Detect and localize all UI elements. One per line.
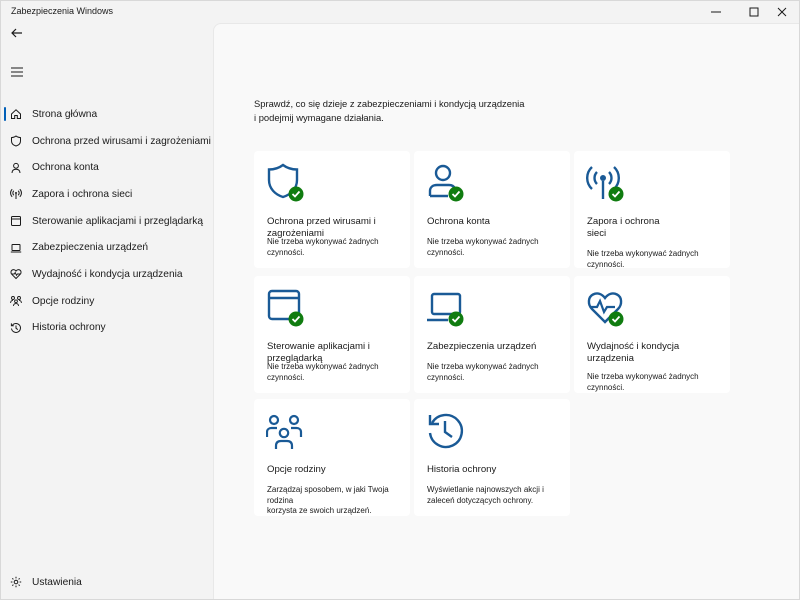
tile-status: Nie trzeba wykonywać żadnych czynności. — [427, 237, 539, 257]
tile-account-protection[interactable] — [414, 151, 570, 268]
laptop-icon — [9, 241, 23, 255]
tile-virus-protection[interactable] — [254, 151, 410, 268]
tile-description — [267, 485, 417, 517]
hamburger-icon — [10, 66, 24, 78]
sidebar-item-label: Ochrona konta — [32, 162, 99, 174]
sidebar-item-label: Strona główna — [32, 108, 98, 120]
tile-title-line: Zapora i ochrona — [587, 216, 660, 227]
sidebar-item-label: Wydajność i kondycja urządzenia — [32, 268, 183, 280]
tile-title — [427, 341, 577, 353]
sidebar-item-firewall[interactable] — [1, 181, 213, 208]
arrow-left-icon — [11, 27, 23, 39]
tile-title-line: Ochrona przed wirusami i zagrożeniami — [267, 216, 376, 239]
tile-title-line: Opcje rodziny — [267, 464, 326, 475]
minimize-icon — [711, 7, 721, 17]
sidebar-item-label: Opcje rodziny — [32, 295, 95, 307]
sidebar-item-label: Zabezpieczenia urządzeń — [32, 242, 149, 254]
gear-icon — [9, 575, 23, 589]
tile-description-line: zaleceń dotyczących ochrony. — [427, 495, 534, 505]
tile-status: Nie trzeba wykonywać żadnych czynności. — [267, 362, 379, 382]
tile-title-line: Wydajność i kondycja — [587, 341, 680, 352]
tile-title-line: Ochrona konta — [427, 216, 490, 227]
tile-title-line: Zabezpieczenia urządzeń — [427, 341, 537, 352]
menu-button[interactable] — [7, 63, 27, 81]
sidebar-item-label: Zapora i ochrona sieci — [32, 188, 133, 200]
tile-status: Nie trzeba wykonywać żadnych czynności. — [427, 362, 539, 382]
tile-description-line: Zarządzaj sposobem, w jaki Twoja rodzina — [267, 485, 389, 505]
sidebar-item-performance[interactable] — [1, 261, 213, 288]
app-browser-icon — [9, 214, 23, 228]
sidebar-item-home[interactable] — [1, 101, 213, 128]
tile-description-line: Wyświetlanie najnowszych akcji i — [427, 485, 544, 494]
settings-label: Ustawienia — [32, 576, 82, 588]
back-button[interactable] — [7, 24, 27, 42]
title-bar — [1, 1, 799, 23]
wifi-antenna-icon — [9, 187, 23, 201]
antenna-check-icon — [586, 163, 630, 203]
tile-protection-history[interactable] — [414, 399, 570, 516]
sidebar-item-family[interactable] — [1, 288, 213, 315]
sidebar-nav — [1, 101, 213, 341]
tile-status: Nie trzeba wykonywać żadnych czynności. — [587, 249, 699, 269]
page-intro — [254, 97, 554, 124]
tile-app-browser-control[interactable] — [254, 276, 410, 393]
sidebar-item-device-security[interactable] — [1, 234, 213, 261]
family-icon — [266, 411, 310, 451]
tile-firewall[interactable] — [574, 151, 730, 268]
window-title: Zabezpieczenia Windows — [11, 6, 114, 16]
tile-title-line: Sterowanie aplikacjami i przeglądarką — [267, 341, 370, 364]
shield-icon — [9, 134, 23, 148]
history-icon — [426, 411, 470, 451]
tile-title-line: urządzenia — [587, 353, 634, 364]
sidebar-item-app-browser[interactable] — [1, 208, 213, 235]
tile-status: Nie trzeba wykonywać żadnych czynności. — [267, 237, 379, 257]
intro-line: i podejmij wymagane działania. — [254, 111, 384, 123]
tile-title-line: sieci — [587, 228, 607, 239]
heart-check-icon — [586, 288, 630, 328]
tile-title-line: Historia ochrony — [427, 464, 497, 475]
person-icon — [9, 161, 23, 175]
tile-description-line: korzysta ze swoich urządzeń. — [267, 506, 372, 515]
sidebar-item-label: Historia ochrony — [32, 322, 106, 334]
tile-title — [587, 341, 737, 365]
minimize-button[interactable] — [699, 1, 733, 23]
tile-device-security[interactable] — [414, 276, 570, 393]
tile-description — [427, 485, 577, 506]
close-button[interactable] — [765, 1, 799, 23]
close-icon — [777, 7, 787, 17]
intro-line: Sprawdź, co się dzieje z zabezpieczeniami i kondycją urządzenia — [254, 98, 525, 109]
maximize-icon — [749, 7, 759, 17]
sidebar-item-label: Sterowanie aplikacjami i przeglądarką — [32, 215, 204, 227]
family-icon — [9, 294, 23, 308]
tile-title — [427, 464, 577, 476]
history-icon — [9, 321, 23, 335]
laptop-check-icon — [426, 288, 470, 328]
heart-pulse-icon — [9, 267, 23, 281]
sidebar-item-virus-protection[interactable] — [1, 128, 213, 155]
shield-check-icon — [266, 163, 310, 203]
sidebar-item-settings[interactable] — [1, 571, 213, 593]
sidebar-item-history[interactable] — [1, 315, 213, 342]
home-icon — [9, 107, 23, 121]
tile-status: Nie trzeba wykonywać żadnych czynności. — [587, 372, 699, 392]
tile-title — [427, 216, 577, 228]
tile-title — [587, 216, 737, 240]
tile-title — [267, 464, 417, 476]
tile-family-options[interactable] — [254, 399, 410, 516]
sidebar-item-label: Ochrona przed wirusami i zagrożeniami — [32, 135, 211, 147]
tile-performance-health[interactable] — [574, 276, 730, 393]
sidebar-item-account[interactable] — [1, 154, 213, 181]
browser-check-icon — [266, 288, 310, 328]
person-check-icon — [426, 163, 470, 203]
